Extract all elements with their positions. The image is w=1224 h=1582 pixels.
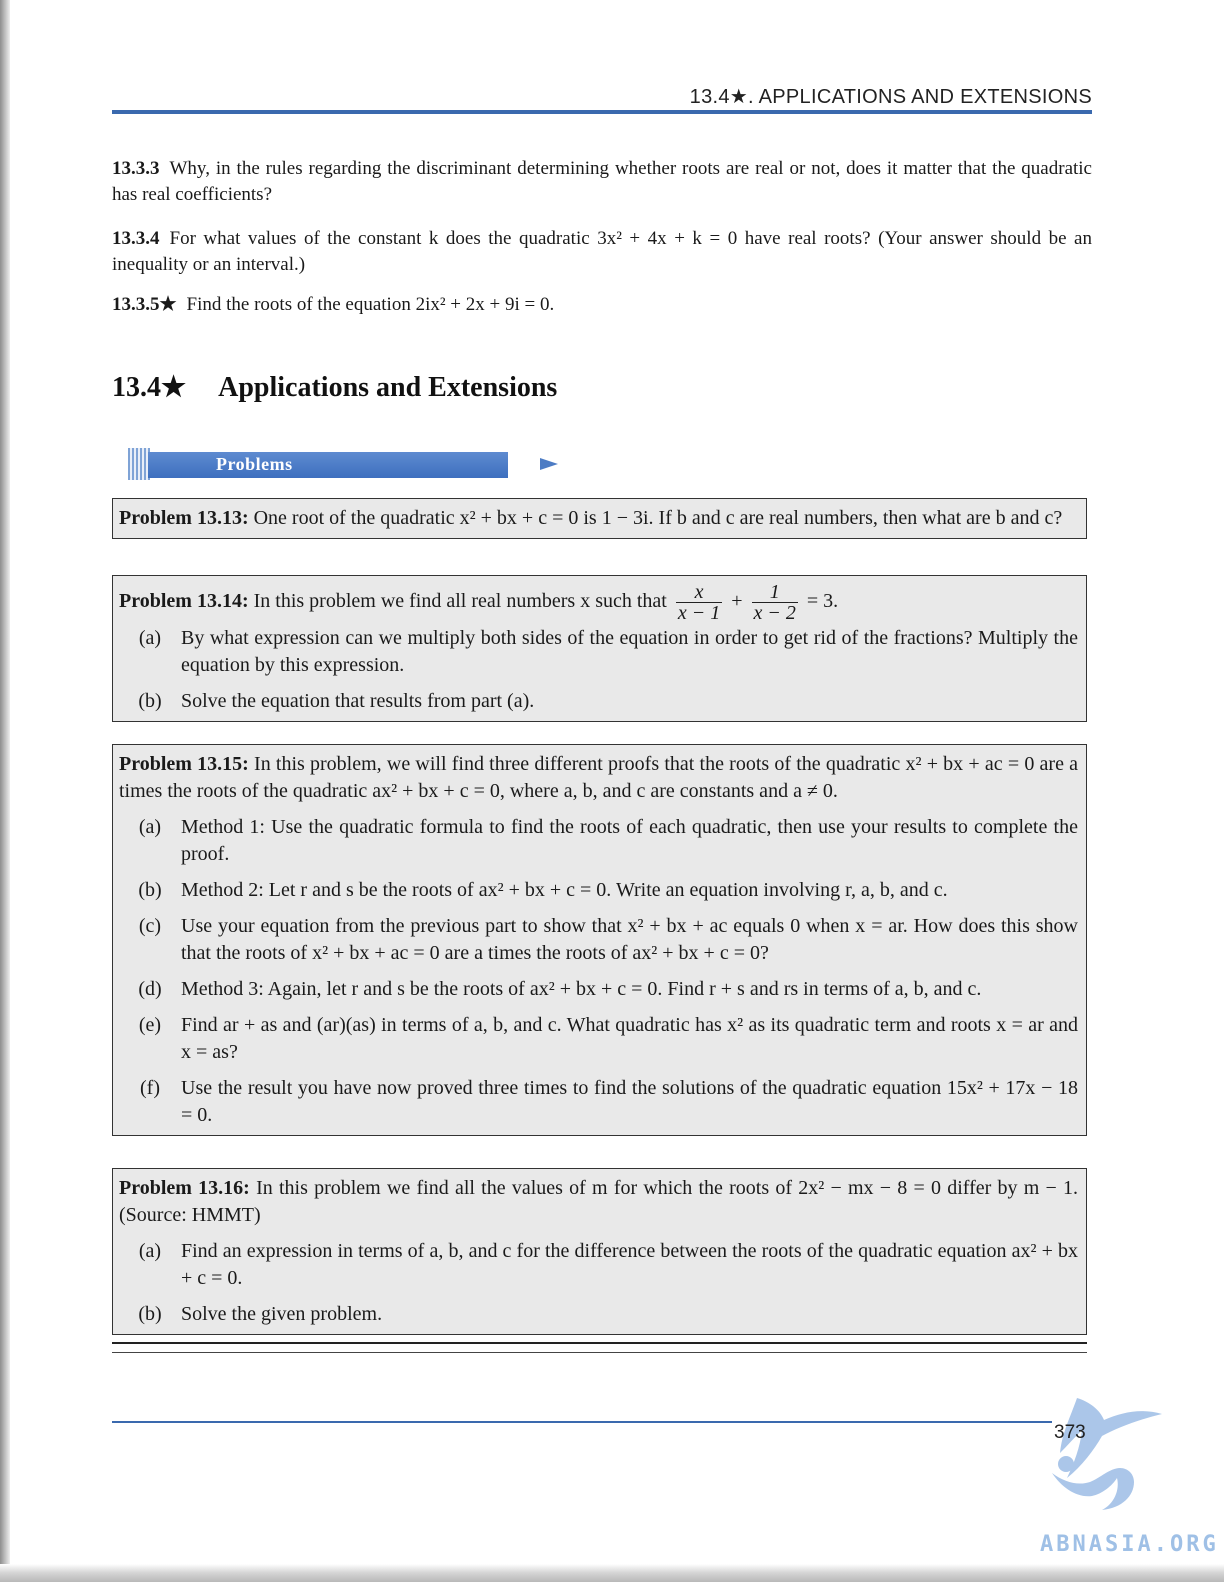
problem-title: Problem 13.13: bbox=[119, 507, 249, 529]
section-heading bbox=[112, 370, 557, 404]
part-label: (d) bbox=[138, 978, 162, 1000]
problem-title: Problem 13.15: bbox=[119, 753, 249, 775]
page-left-edge-shadow bbox=[0, 0, 10, 1582]
part-label: (c) bbox=[138, 915, 162, 937]
part-text: Find an expression in terms of a, b, and c for the difference between the roots of the quadratic equation ax² + bx + c = 0. bbox=[181, 1240, 1078, 1289]
problem-part bbox=[119, 976, 1078, 1003]
problem-title: Problem 13.16: bbox=[119, 1177, 250, 1199]
page-number: 373 bbox=[1054, 1422, 1086, 1443]
exercise-13-3-3 bbox=[112, 156, 1092, 208]
exercise-number: 13.3.3 bbox=[112, 158, 160, 179]
part-text: Method 3: Again, let r and s be the roots of ax² + bx + c = 0. Find r + s and rs in terms of a, b, and c. bbox=[181, 978, 982, 1000]
part-text: Solve the equation that results from part (a). bbox=[181, 690, 535, 712]
exercise-13-3-5 bbox=[112, 292, 1092, 318]
section-title: Applications and Extensions bbox=[218, 372, 558, 403]
exercise-number: 13.3.4 bbox=[112, 228, 160, 249]
part-text: Solve the given problem. bbox=[181, 1303, 383, 1325]
problem-part bbox=[119, 625, 1078, 679]
problem-text: In this problem we find all real numbers x such that bbox=[253, 590, 667, 613]
problem-part bbox=[119, 1012, 1078, 1066]
exercise-text: Why, in the rules regarding the discriminant determining whether roots are real or not, does it matter that the quadratic has real coefficients? bbox=[112, 158, 1092, 205]
footer-rule bbox=[112, 1421, 1052, 1423]
running-head: 13.4★. APPLICATIONS AND EXTENSIONS bbox=[689, 86, 1092, 108]
part-text: Method 1: Use the quadratic formula to find the roots of each quadratic, then use your results to complete the proof. bbox=[181, 816, 1078, 865]
section-end-rule bbox=[112, 1342, 1087, 1344]
exercise-number: 13.3.5★ bbox=[112, 294, 177, 315]
problem-part bbox=[119, 913, 1078, 967]
part-text: Find ar + as and (ar)(as) in terms of a, b, and c. What quadratic has x² as its quadratic term and roots x = ar and x = as? bbox=[181, 1014, 1078, 1063]
part-text: Use the result you have now proved three times to find the solutions of the quadratic equation 15x² + 17x − 18 = 0. bbox=[181, 1077, 1078, 1126]
problem-part bbox=[119, 1301, 1078, 1328]
page-bottom-edge-shadow bbox=[0, 1564, 1224, 1582]
fraction-numerator: x bbox=[676, 582, 722, 603]
problem-13-15-box bbox=[112, 744, 1087, 1136]
problem-part bbox=[119, 1075, 1078, 1129]
fraction-x-over-x-minus-1 bbox=[676, 582, 722, 623]
section-end-rule-thin bbox=[112, 1352, 1087, 1353]
banner-label: Problems bbox=[216, 454, 293, 474]
banner-bar bbox=[148, 452, 508, 478]
fraction-denominator: x − 1 bbox=[677, 602, 721, 624]
problem-13-14-box bbox=[112, 575, 1087, 722]
problem-part bbox=[119, 877, 1078, 904]
equation-tail: = 3. bbox=[806, 590, 839, 613]
fraction-numerator: 1 bbox=[752, 582, 798, 603]
fraction-1-over-x-minus-2 bbox=[752, 582, 798, 623]
problem-statement bbox=[119, 751, 1078, 805]
part-label: (b) bbox=[138, 879, 162, 901]
section-number: 13.4★ bbox=[112, 372, 187, 403]
problem-part bbox=[119, 1238, 1078, 1292]
part-text: Method 2: Let r and s be the roots of ax² + bx + c = 0. Write an equation involving r, a, b, and c. bbox=[181, 879, 948, 901]
problem-text: In this problem, we will find three different proofs that the roots of the quadratic x² + bx + ac = 0 are a times the roots of the quadratic ax² + bx + c = 0, where a, b, and c are constants and a ≠ 0. bbox=[119, 753, 1079, 802]
watermark-griffin-icon bbox=[1022, 1378, 1172, 1528]
problem-part bbox=[119, 688, 1078, 715]
part-label: (f) bbox=[140, 1077, 160, 1099]
header-rule bbox=[112, 110, 1092, 114]
part-label: (e) bbox=[138, 1014, 162, 1036]
plus-sign: + bbox=[731, 590, 743, 613]
problem-text: In this problem we find all the values of m for which the roots of 2x² − mx − 8 = 0 differ by m − 1. (Source: HMMT) bbox=[119, 1177, 1079, 1226]
problem-part bbox=[119, 814, 1078, 868]
part-label: (a) bbox=[138, 627, 162, 649]
watermark-text: ABNASIA.ORG bbox=[1040, 1532, 1219, 1557]
part-text: Use your equation from the previous part to show that x² + bx + ac equals 0 when x = ar. How does this show that the roots of x² + bx + ac = 0 are a times the roots of ax² + bx + c = 0? bbox=[181, 915, 1078, 964]
problem-statement bbox=[119, 505, 1078, 532]
fraction-denominator: x − 2 bbox=[753, 602, 796, 624]
exercise-13-3-4 bbox=[112, 226, 1092, 278]
arrow-right-icon bbox=[540, 458, 558, 470]
part-text: By what expression can we multiply both sides of the equation in order to get rid of the fractions? Multiply the equation by this expression. bbox=[181, 627, 1078, 676]
problem-title: Problem 13.14: bbox=[119, 590, 249, 613]
part-label: (a) bbox=[138, 1240, 162, 1262]
problem-statement bbox=[119, 1175, 1078, 1229]
problem-13-16-box bbox=[112, 1168, 1087, 1335]
banner-stripes bbox=[128, 448, 150, 480]
problem-text: One root of the quadratic x² + bx + c = 0 is 1 − 3i. If b and c are real numbers, then what are b and c? bbox=[253, 507, 1063, 529]
problems-banner bbox=[128, 448, 438, 480]
part-label: (b) bbox=[138, 1303, 162, 1325]
problem-13-13-box bbox=[112, 498, 1087, 539]
part-label: (b) bbox=[138, 690, 162, 712]
part-label: (a) bbox=[138, 816, 162, 838]
problem-statement bbox=[119, 582, 1078, 623]
exercise-text: For what values of the constant k does the quadratic 3x² + 4x + k = 0 have real roots? (Your answer should be an inequality or an interval.) bbox=[112, 228, 1092, 275]
exercise-text: Find the roots of the equation 2ix² + 2x + 9i = 0. bbox=[186, 294, 555, 315]
